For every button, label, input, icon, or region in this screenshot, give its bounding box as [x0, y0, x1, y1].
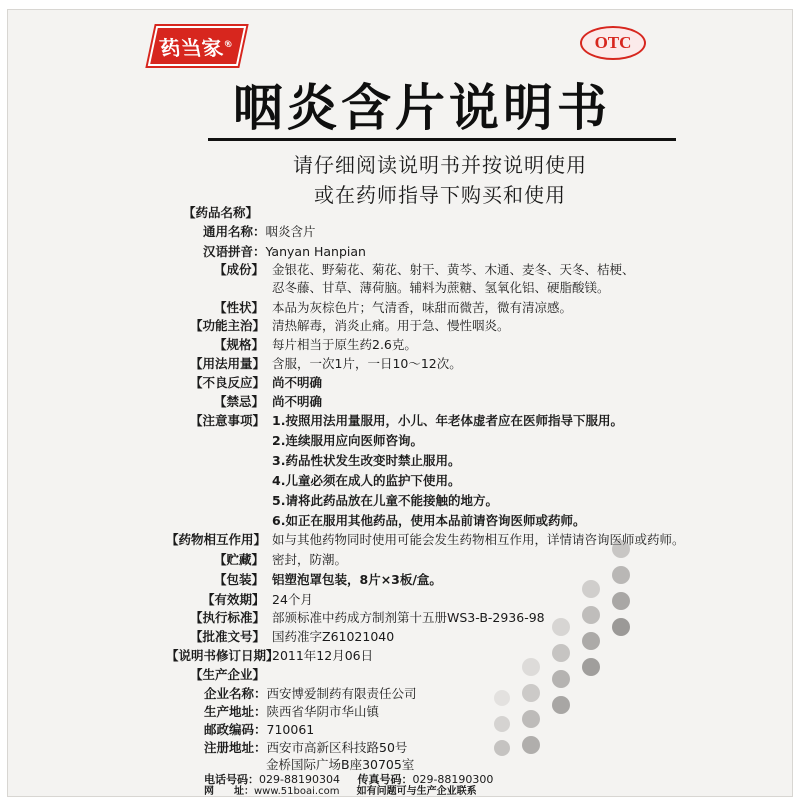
- section-drug-name: 【药品名称】: [183, 205, 259, 220]
- approval-label: 【批准文号】: [190, 629, 266, 644]
- standard-value: 部颁标准中药成方制剂第十五册WS3-B-2936-98: [272, 610, 545, 625]
- indications-value: 清热解毒，消炎止痛。用于急、慢性咽炎。: [272, 318, 510, 333]
- website-label: 网 址：: [204, 786, 254, 797]
- ingredients-line-2: 忍冬藤、甘草、薄荷脑。辅料为蔗糖、氢氧化铝、硬脂酸镁。: [272, 280, 610, 295]
- precautions-label: 【注意事项】: [190, 413, 266, 428]
- usage-notice: [200, 150, 680, 210]
- precaution-item: 2.连续服用应向医师咨询。: [272, 433, 423, 448]
- production-address-value: 陕西省华阴市华山镇: [266, 704, 380, 719]
- specification-label: 【规格】: [214, 337, 265, 352]
- generic-name-label: 通用名称：: [203, 224, 266, 239]
- indications-label: 【功能主治】: [190, 318, 266, 333]
- adverse-label: 【不良反应】: [190, 375, 266, 390]
- package-label: 【包装】: [214, 572, 265, 587]
- phone-value: 029-88190304: [259, 773, 340, 786]
- page-title: 咽炎含片说明书: [233, 79, 611, 137]
- precaution-item: 1.按照用法用量服用，小儿、年老体虚者应在医师指导下服用。: [272, 413, 623, 428]
- footer-note: 如有问题可与生产企业联系: [356, 786, 477, 797]
- interactions-value: 如与其他药物同时使用可能会发生药物相互作用，详情请咨询医师或药师。: [272, 532, 685, 547]
- company-row: [204, 686, 417, 702]
- ingredients-line-1: 金银花、野菊花、菊花、射干、黄芩、木通、麦冬、天冬、桔梗、: [272, 262, 635, 277]
- company-label: 企业名称：: [204, 686, 267, 701]
- brand-name: 药当家: [157, 35, 226, 60]
- notice-line-2: 或在药师指导下购买和使用: [314, 183, 566, 207]
- precaution-item: 3.药品性状发生改变时禁止服用。: [272, 453, 461, 468]
- ingredients-label: 【成份】: [214, 262, 265, 277]
- website-row: [204, 786, 477, 797]
- pinyin-row: [203, 244, 366, 260]
- registered-mark: ®: [222, 39, 236, 50]
- decorative-dot-pattern: [490, 540, 690, 780]
- title-divider: [208, 138, 676, 141]
- contraindications-label: 【禁忌】: [214, 394, 265, 409]
- storage-value: 密封，防潮。: [272, 552, 348, 567]
- interactions-label: 【药物相互作用】: [166, 532, 267, 547]
- appearance-label: 【性状】: [214, 300, 265, 315]
- production-address-label: 生产地址：: [204, 704, 267, 719]
- dosage-value: 含服，一次1片，一日10～12次。: [272, 356, 462, 371]
- brand-logo: [148, 26, 247, 66]
- generic-name-row: [203, 224, 316, 240]
- revision-label: 【说明书修订日期】: [166, 648, 279, 663]
- standard-label: 【执行标准】: [190, 610, 266, 625]
- pinyin-value: Yanyan Hanpian: [265, 244, 366, 259]
- notice-line-1: 请仔细阅读说明书并按说明使用: [293, 153, 587, 177]
- validity-value: 24个月: [272, 592, 313, 607]
- appearance-value: 本品为灰棕色片；气清香，味甜而微苦，微有清凉感。: [272, 300, 573, 315]
- registered-address-value: 西安市高新区科技路50号: [266, 740, 408, 755]
- contraindications-value: 尚不明确: [272, 394, 323, 409]
- fax-value: 029-88190300: [412, 773, 494, 786]
- precaution-item: 5.请将此药品放在儿童不能接触的地方。: [272, 493, 498, 508]
- fax-label: 传真号码：: [357, 773, 413, 786]
- validity-label: 【有效期】: [202, 592, 265, 607]
- postcode-label: 邮政编码：: [204, 722, 267, 737]
- generic-name-value: 咽炎含片: [265, 224, 316, 239]
- pinyin-label: 汉语拼音：: [203, 244, 266, 259]
- manufacturer-label: 【生产企业】: [190, 667, 266, 682]
- adverse-value: 尚不明确: [272, 375, 323, 390]
- phone-label: 电话号码：: [204, 773, 259, 786]
- precaution-item: 6.如正在服用其他药品，使用本品前请咨询医师或药师。: [272, 513, 586, 528]
- phone-row: [204, 774, 493, 786]
- production-address-row: [204, 704, 379, 720]
- storage-label: 【贮藏】: [214, 552, 265, 567]
- otc-badge: OTC: [580, 26, 646, 60]
- registered-address-row: [204, 740, 407, 756]
- dosage-label: 【用法用量】: [190, 356, 266, 371]
- revision-value: 2011年12月06日: [272, 648, 374, 663]
- postcode-row: [204, 722, 314, 738]
- specification-value: 每片相当于原生药2.6克。: [272, 337, 417, 352]
- postcode-value: 710061: [266, 722, 315, 737]
- registered-address-label: 注册地址：: [204, 740, 267, 755]
- approval-value: 国药准字Z61021040: [272, 629, 395, 644]
- package-value: 铝塑泡罩包装，8片×3板/盒。: [272, 572, 442, 587]
- registered-address-value-2: 金桥国际广场B座30705室: [266, 757, 415, 772]
- company-value: 西安博爱制药有限责任公司: [266, 686, 417, 701]
- precaution-item: 4.儿童必须在成人的监护下使用。: [272, 473, 461, 488]
- website-value: www.51boai.com: [254, 786, 340, 797]
